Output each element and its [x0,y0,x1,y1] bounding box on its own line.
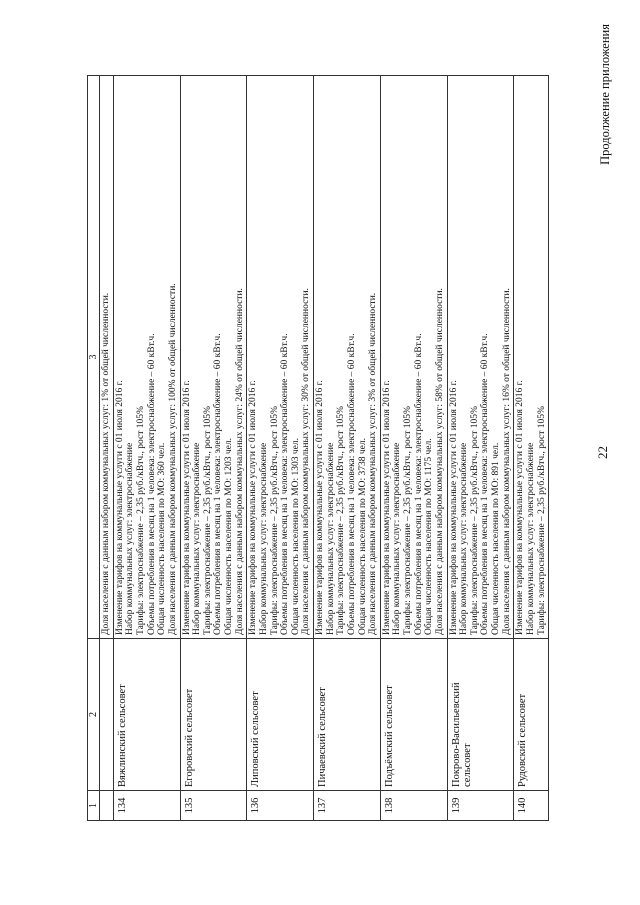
header-cell-col3: 3 [88,76,100,639]
detail-line: Тарифы: электроснабжение – 2,35 руб./кВтч., рост 105% [269,406,280,635]
table-row [380,76,447,821]
detail-line: Доля населения с данным набором коммунальных услуг: 100% от общей численности. [167,283,178,635]
tariff-details [447,76,514,639]
row-number: 138 [380,791,447,821]
municipality-name: Подъёмский сельсовет [380,639,447,791]
municipality-name: Рудовский сельсовет [514,639,549,791]
top-line-cell [100,76,114,639]
municipality-name: Егоровский сельсовет [180,639,247,791]
empty-cell [100,639,114,791]
page-number: 22 [595,446,610,459]
municipality-name: Липовский сельсовет [247,639,314,791]
row-number: 135 [180,791,247,821]
detail-line: Изменение тарифов на коммунальные услуги с 01 июля 2016 г. [248,380,259,635]
row-number: 139 [447,791,514,821]
detail-line: Объемы потребления в месяц на 1 человека: электроснабжение – 60 кВт.ч. [280,333,291,635]
detail-line: Изменение тарифов на коммунальные услуги с 01 июля 2016 г. [181,380,192,635]
header-cell-col1: 1 [88,791,100,821]
table-row [514,76,549,821]
detail-line: Общая численность населения по МО: 891 чел. [491,442,502,635]
detail-line: Общая численность населения по МО: 360 чел. [157,442,168,635]
detail-line: Изменение тарифов на коммунальные услуги с 01 июля 2016 г. [515,380,526,635]
tariff-details [247,76,314,639]
row-number: 140 [514,791,549,821]
detail-line: Доля населения с данным набором коммунальных услуг: 58% от общей численности. [434,288,445,635]
appendix-table [87,75,549,821]
detail-line: Общая численность населения по МО: 1175 чел. [424,438,435,635]
detail-line: Объемы потребления в месяц на 1 человека: электроснабжение – 60 кВт.ч. [146,333,157,635]
detail-line: Объемы потребления в месяц на 1 человека: электроснабжение – 60 кВт.ч. [480,333,491,635]
top-continuation-row [100,76,114,821]
detail-line: Общая численность населения по МО: 1303 чел. [290,438,301,635]
detail-line: Доля населения с данным набором коммунальных услуг: 30% от общей численности. [301,288,312,635]
header-row [88,76,100,821]
detail-line: Объемы потребления в месяц на 1 человека: электроснабжение – 60 кВт.ч. [346,333,357,635]
detail-line: Доля населения с данным набором коммунальных услуг: 24% от общей численности. [234,288,245,635]
row-number: 136 [247,791,314,821]
detail-line: Общая численность населения по МО: 3738 чел. [357,438,368,635]
detail-line: Набор коммунальных услуг: электроснабжение [192,442,203,635]
header-cell-col2: 2 [88,639,100,791]
table-row [314,76,381,821]
municipality-name: Пичаевский сельсовет [314,639,381,791]
row-number: 134 [113,791,180,821]
table-row [113,76,180,821]
detail-line: Набор коммунальных услуг: электроснабжение [325,442,336,635]
municipality-name: Вяжлинский сельсовет [113,639,180,791]
detail-line: Тарифы: электроснабжение – 2,35 руб./кВтч., рост 105% [403,406,414,635]
table-body [88,76,549,821]
top-line-text: Доля населения с данным набором коммунальных услуг: 1% от общей численности. [101,292,112,635]
detail-line: Тарифы: электроснабжение – 2,35 руб./кВтч., рост 105% [336,406,347,635]
detail-line: Набор коммунальных услуг: электроснабжение [392,442,403,635]
detail-line: Набор коммунальных услуг: электроснабжение [525,442,536,635]
tariff-details [314,76,381,639]
detail-line: Объемы потребления в месяц на 1 человека: электроснабжение – 60 кВт.ч. [213,333,224,635]
detail-line: Тарифы: электроснабжение – 2,35 руб./кВтч., рост 105% [136,406,147,635]
table-row [180,76,247,821]
detail-line: Набор коммунальных услуг: электроснабжение [459,442,470,635]
detail-line: Тарифы: электроснабжение – 2,35 руб./кВтч., рост 105% [202,406,213,635]
detail-line: Изменение тарифов на коммунальные услуги с 01 июля 2016 г. [114,380,125,635]
table-row [447,76,514,821]
empty-cell [100,791,114,821]
row-number: 137 [314,791,381,821]
detail-line: Тарифы: электроснабжение – 2,35 руб./кВтч., рост 105% [469,406,480,635]
municipality-name: Покрово-Васильевский сельсовет [447,639,514,791]
detail-line: Доля населения с данным набором коммунальных услуг: 3% от общей численности. [368,292,379,635]
detail-line: Изменение тарифов на коммунальные услуги с 01 июля 2016 г. [381,380,392,635]
table-row [247,76,314,821]
detail-line: Изменение тарифов на коммунальные услуги с 01 июля 2016 г. [315,380,326,635]
tariff-details [113,76,180,639]
continuation-label: Продолжение приложения [598,24,612,165]
detail-line: Набор коммунальных услуг: электроснабжение [125,442,136,635]
detail-line: Объемы потребления в месяц на 1 человека: электроснабжение – 60 кВт.ч. [413,333,424,635]
tariff-details [514,76,549,639]
detail-line: Набор коммунальных услуг: электроснабжение [258,442,269,635]
detail-line: Тарифы: электроснабжение – 2,35 руб./кВтч., рост 105% [536,406,547,635]
tariff-details [180,76,247,639]
tariff-details [380,76,447,639]
detail-line: Изменение тарифов на коммунальные услуги с 01 июля 2016 г. [448,380,459,635]
detail-line: Доля населения с данным набором коммунальных услуг: 16% от общей численности. [501,288,512,635]
detail-line: Общая численность населения по МО: 1203 чел. [224,438,235,635]
